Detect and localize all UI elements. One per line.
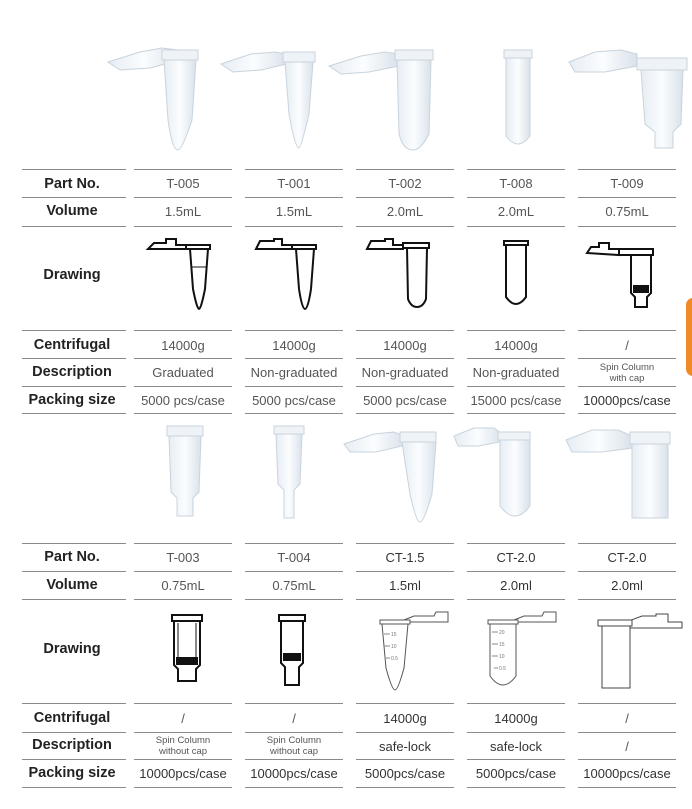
part-no-cell: CT-2.0	[607, 550, 647, 565]
tube-photo-t005	[100, 40, 210, 160]
tube-photo-t002	[325, 44, 435, 154]
tube-photo-t003	[165, 424, 205, 524]
description-cell	[578, 362, 676, 384]
description-label: Description	[32, 364, 112, 380]
packing-cell: 5000pcs/case	[475, 766, 557, 781]
description-cell: Non-graduated	[250, 365, 338, 380]
safe-lock-tube-drawing-icon	[486, 610, 562, 694]
description-cell: /	[625, 739, 629, 754]
volume-cell: 2.0mL	[497, 204, 535, 219]
tube-photo-ct20-flat	[562, 426, 672, 524]
tube-photo-t001	[215, 44, 320, 154]
safe-lock-tube-drawing-icon	[374, 610, 454, 694]
description-line: without cap	[158, 746, 208, 757]
part-no-cell: T-009	[610, 176, 644, 191]
description-cell: Graduated	[152, 365, 214, 380]
spin-column-drawing-icon	[585, 241, 675, 309]
centrifugal-cell: 14000g	[161, 338, 205, 353]
drawing-label: Drawing	[43, 267, 101, 283]
part-no-cell: T-008	[499, 176, 533, 191]
row-divider	[22, 169, 126, 170]
grad-mark: 0.5	[391, 656, 398, 662]
centrifugal-cell: 14000g	[272, 338, 316, 353]
volume-cell: 0.75mL	[161, 578, 205, 593]
volume-label: Volume	[46, 203, 98, 219]
grad-mark: 10	[499, 654, 505, 660]
packing-cell: 10000pcs/case	[583, 766, 671, 781]
grad-mark: 15	[499, 642, 505, 648]
description-line: without cap	[269, 746, 319, 757]
packing-size-label: Packing size	[28, 392, 116, 408]
packing-cell: 15000 pcs/case	[470, 393, 562, 408]
tube-photo-t004	[270, 424, 310, 524]
packing-cell: 10000pcs/case	[583, 393, 671, 408]
volume-cell: 2.0ml	[611, 578, 643, 593]
packing-cell: 5000 pcs/case	[141, 393, 225, 408]
description-cell	[245, 735, 343, 757]
volume-cell: 1.5mL	[275, 204, 313, 219]
centrifugal-cell: /	[625, 338, 629, 353]
description-cell: Non-graduated	[361, 365, 449, 380]
volume-cell: 0.75mL	[272, 578, 316, 593]
description-line: with cap	[609, 373, 645, 384]
volume-cell: 1.5mL	[164, 204, 202, 219]
packing-cell: 5000 pcs/case	[252, 393, 336, 408]
description-cell: Non-graduated	[472, 365, 560, 380]
centrifugal-cell: /	[181, 711, 185, 726]
grad-mark: 20	[499, 630, 505, 636]
part-no-cell: T-005	[166, 176, 200, 191]
spin-column-drawing-icon	[170, 613, 204, 685]
description-label: Description	[32, 737, 112, 753]
packing-cell: 10000pcs/case	[250, 766, 338, 781]
packing-size-label: Packing size	[28, 765, 116, 781]
packing-cell: 10000pcs/case	[139, 766, 227, 781]
volume-cell: 2.0ml	[500, 578, 532, 593]
tube-photo-t008	[498, 48, 538, 152]
drawing-label: Drawing	[43, 641, 101, 657]
description-line: Spin Column	[599, 362, 655, 373]
flip-cap-tube-drawing-icon	[365, 237, 435, 313]
volume-cell: 1.5ml	[389, 578, 421, 593]
centrifugal-label: Centrifugal	[33, 710, 111, 726]
description-line: Spin Column	[266, 735, 322, 746]
side-tab-accent	[686, 298, 692, 376]
part-no-cell: T-003	[166, 550, 200, 565]
part-no-cell: CT-2.0	[496, 550, 536, 565]
description-cell: safe-lock	[378, 739, 432, 754]
tube-photo-ct20	[450, 422, 535, 526]
part-no-cell: T-002	[388, 176, 422, 191]
packing-cell: 5000pcs/case	[364, 766, 446, 781]
centrifugal-cell: 14000g	[494, 338, 538, 353]
centrifugal-cell: 14000g	[383, 711, 427, 726]
grad-mark: 15	[391, 632, 397, 638]
flip-cap-tube-drawing-icon	[146, 237, 216, 313]
flat-tube-with-cap-drawing-icon	[596, 612, 686, 692]
flip-cap-tube-drawing-icon	[254, 237, 324, 313]
packing-cell: 5000 pcs/case	[363, 393, 447, 408]
centrifugal-cell: 14000g	[494, 711, 538, 726]
part-no-label: Part No.	[44, 549, 100, 565]
grad-mark: 10	[391, 644, 397, 650]
description-cell	[134, 735, 232, 757]
part-no-cell: CT-1.5	[385, 550, 425, 565]
tube-photo-t009	[565, 44, 690, 154]
part-no-label: Part No.	[44, 176, 100, 192]
volume-cell: 2.0mL	[386, 204, 424, 219]
spin-column-drawing-icon	[277, 613, 307, 689]
volume-label: Volume	[46, 577, 98, 593]
tube-photo-ct15	[340, 424, 440, 524]
centrifugal-cell: /	[625, 711, 629, 726]
part-no-cell: T-004	[277, 550, 311, 565]
volume-cell: 0.75mL	[605, 204, 649, 219]
description-line: Spin Column	[155, 735, 211, 746]
centrifugal-cell: /	[292, 711, 296, 726]
centrifugal-cell: 14000g	[383, 338, 427, 353]
round-bottom-tube-drawing-icon	[502, 239, 532, 311]
grad-mark: 0.5	[499, 666, 506, 672]
part-no-cell: T-001	[277, 176, 311, 191]
description-cell: safe-lock	[489, 739, 543, 754]
centrifugal-label: Centrifugal	[33, 337, 111, 353]
